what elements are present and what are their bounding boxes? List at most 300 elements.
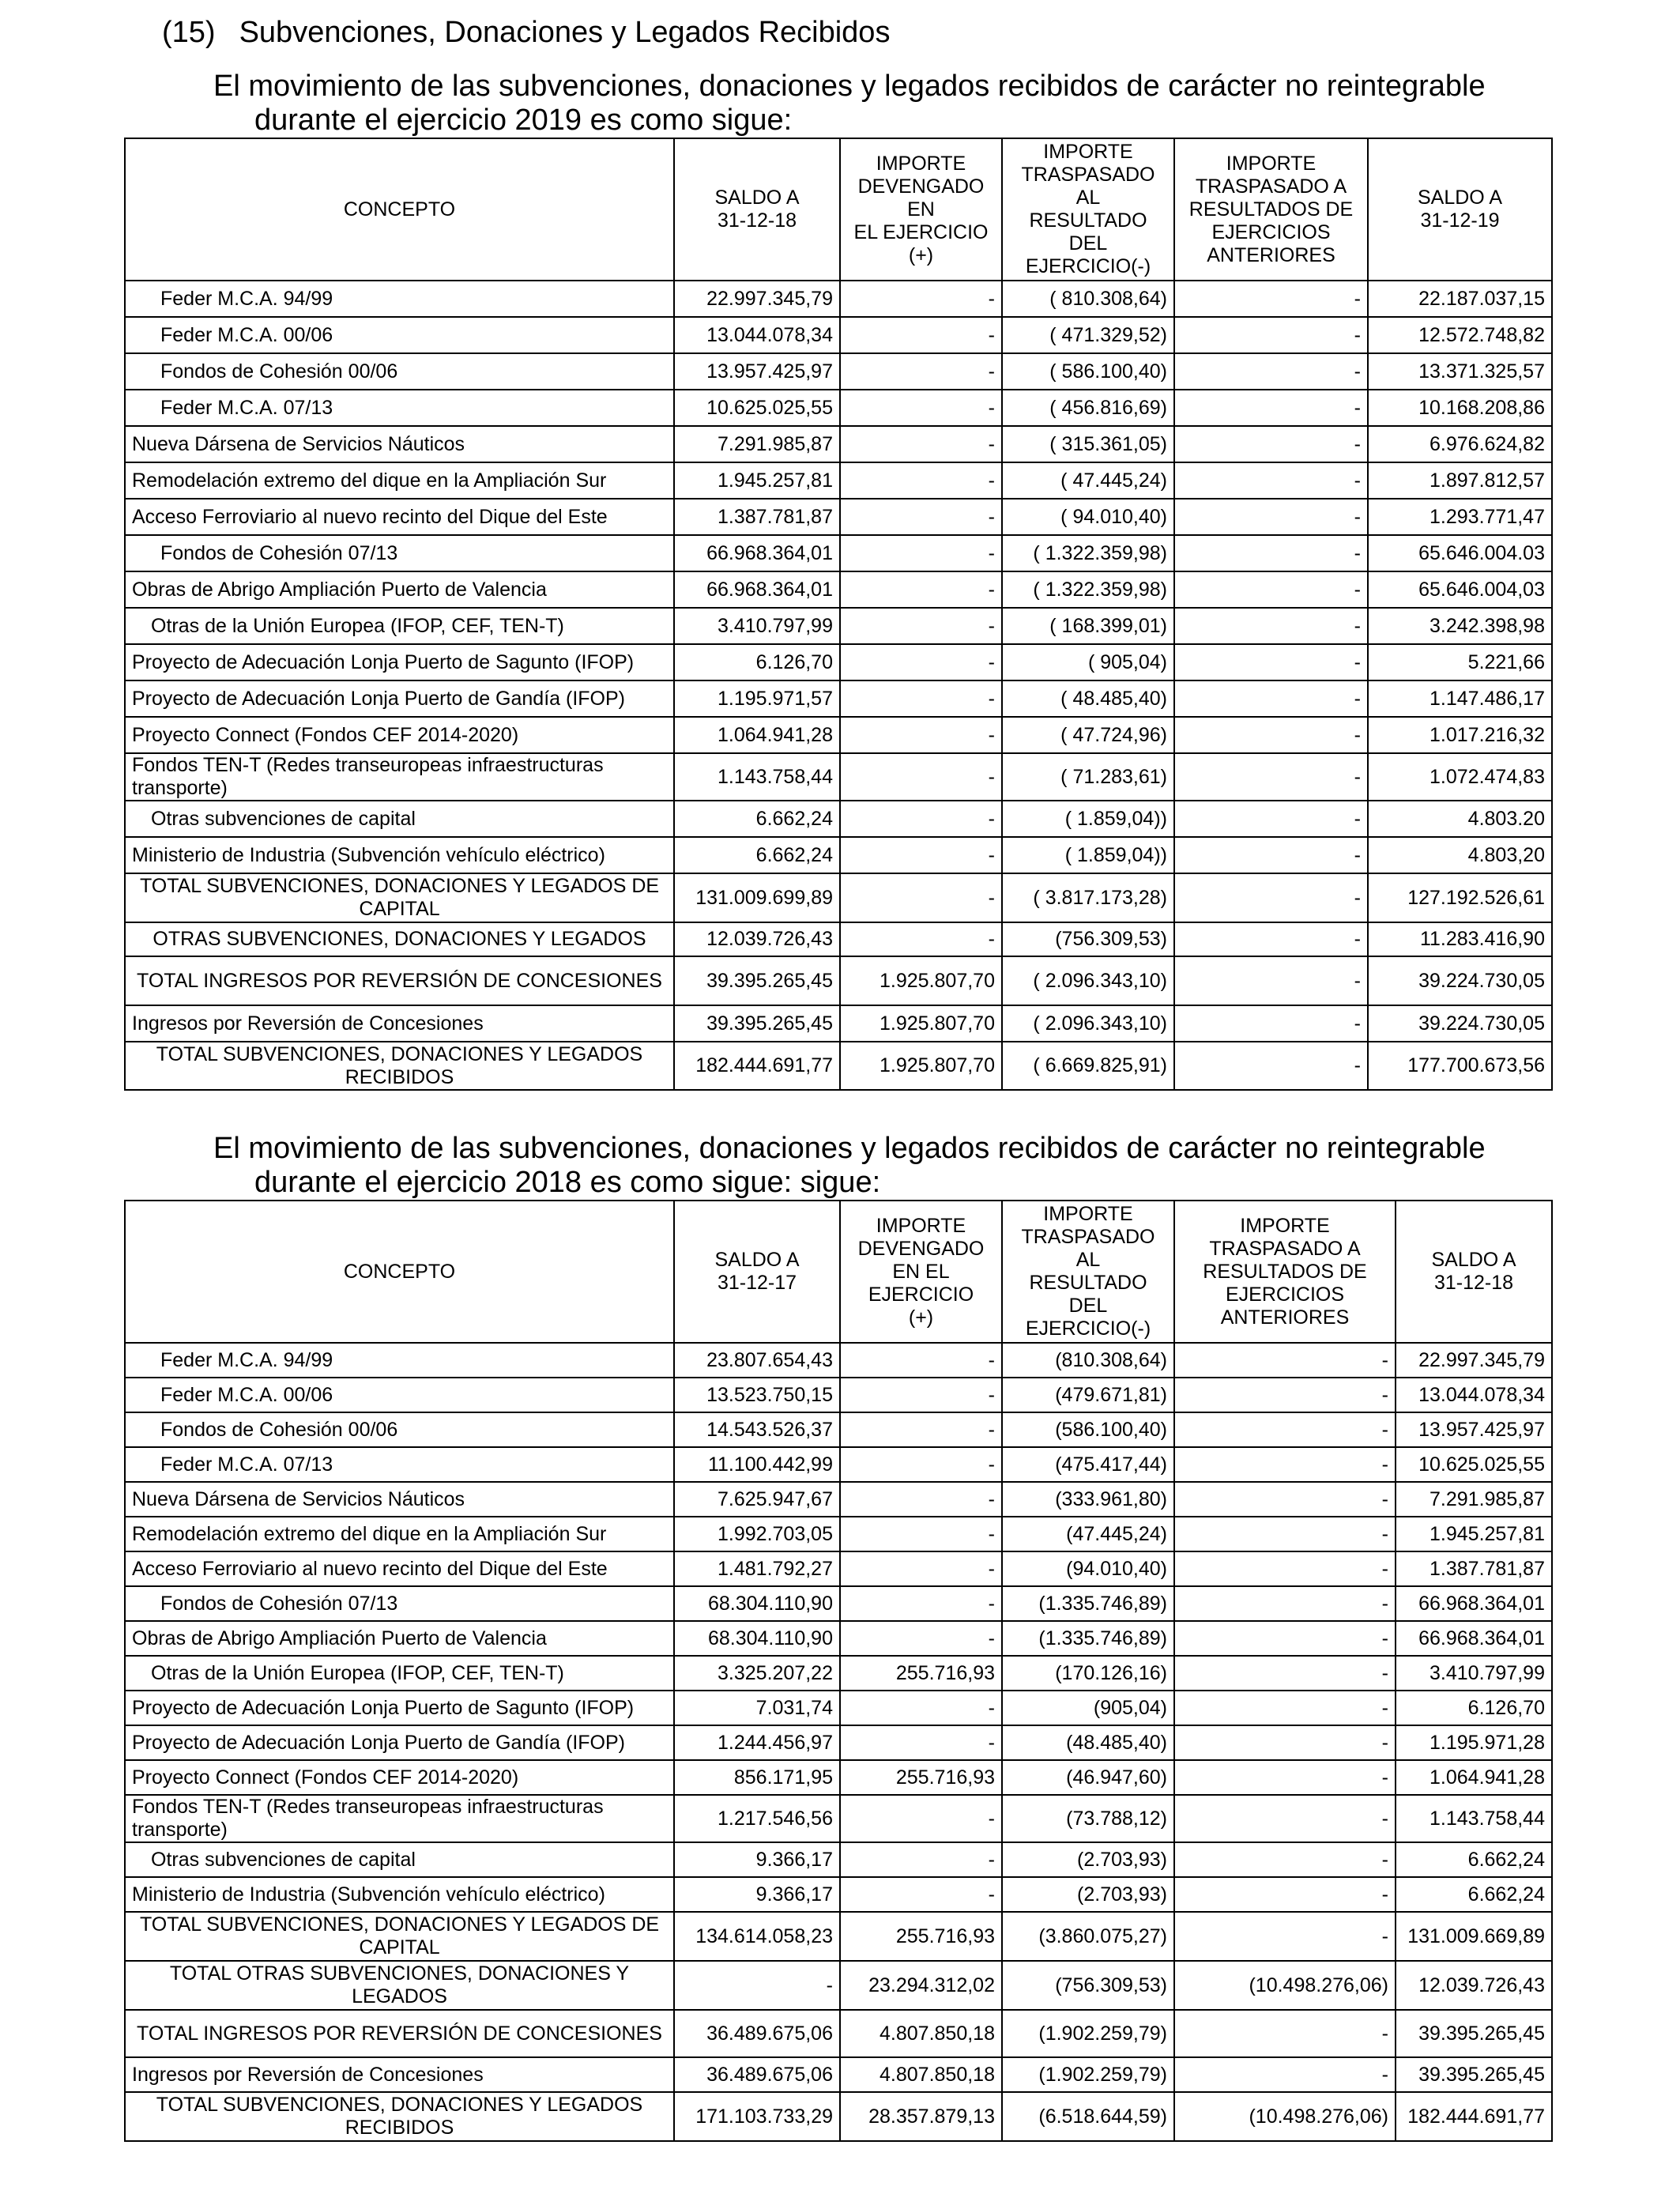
amount-cell: (73.788,12) xyxy=(1002,1795,1174,1842)
amount-cell: 182.444.691,77 xyxy=(674,1042,840,1090)
column-header: CONCEPTO xyxy=(125,1201,674,1343)
amount-cell: (47.445,24) xyxy=(1002,1517,1174,1551)
amount-cell: - xyxy=(1174,281,1368,317)
table-row xyxy=(125,1551,1552,1586)
amount-cell: - xyxy=(840,1795,1002,1842)
table-row xyxy=(125,956,1552,1005)
amount-cell: (10.498.276,06) xyxy=(1174,1961,1396,2010)
concept-cell: Fondos de Cohesión 07/13 xyxy=(125,535,674,571)
amount-cell: 1.293.771,47 xyxy=(1368,499,1552,535)
amount-cell: 39.395.265,45 xyxy=(1396,2010,1552,2057)
table-row xyxy=(125,1877,1552,1912)
amount-cell: 65.646.004,03 xyxy=(1368,571,1552,608)
concept-cell: TOTAL OTRAS SUBVENCIONES, DONACIONES Y LEGADOS xyxy=(125,1961,674,2010)
amount-cell: (1.902.259,79) xyxy=(1002,2057,1174,2092)
amount-cell: - xyxy=(1174,608,1368,644)
amount-cell: 12.039.726,43 xyxy=(1396,1961,1552,2010)
amount-cell: 6.662,24 xyxy=(674,801,840,837)
amount-cell: 10.625.025,55 xyxy=(1396,1447,1552,1482)
amount-cell: - xyxy=(840,1842,1002,1877)
amount-cell: - xyxy=(840,426,1002,462)
table-row xyxy=(125,922,1552,956)
amount-cell: 171.103.733,29 xyxy=(674,2092,840,2141)
amount-cell: 134.614.058,23 xyxy=(674,1912,840,1961)
concept-cell: Acceso Ferroviario al nuevo recinto del Dique del Este xyxy=(125,1551,674,1586)
table-row xyxy=(125,801,1552,837)
concept-cell: Remodelación extremo del dique en la Ampliación Sur xyxy=(125,1517,674,1551)
amount-cell: 6.662,24 xyxy=(1396,1877,1552,1912)
amount-cell: 39.395.265,45 xyxy=(674,956,840,1005)
table-row xyxy=(125,1412,1552,1447)
concept-cell: TOTAL SUBVENCIONES, DONACIONES Y LEGADOS DE CAPITAL xyxy=(125,873,674,922)
amount-cell: 1.143.758,44 xyxy=(674,753,840,801)
amount-cell: (1.902.259,79) xyxy=(1002,2010,1174,2057)
amount-cell: ( 905,04) xyxy=(1002,644,1174,680)
amount-cell: 1.217.546,56 xyxy=(674,1795,840,1842)
amount-cell: 22.187.037,15 xyxy=(1368,281,1552,317)
column-header: IMPORTE TRASPASADO AL RESULTADO DEL EJERCICIO(-) xyxy=(1002,1201,1174,1343)
amount-cell: (46.947,60) xyxy=(1002,1760,1174,1795)
amount-cell: 4.807.850,18 xyxy=(840,2057,1002,2092)
amount-cell: 12.572.748,82 xyxy=(1368,317,1552,353)
amount-cell: 1.064.941,28 xyxy=(674,717,840,753)
amount-cell: (94.010,40) xyxy=(1002,1551,1174,1586)
amount-cell: - xyxy=(1174,1343,1396,1378)
amount-cell: ( 94.010,40) xyxy=(1002,499,1174,535)
amount-cell: - xyxy=(1174,499,1368,535)
amount-cell: 66.968.364,01 xyxy=(674,571,840,608)
table-row xyxy=(125,1621,1552,1656)
amount-cell: 1.992.703,05 xyxy=(674,1517,840,1551)
table-row xyxy=(125,1795,1552,1842)
amount-cell: - xyxy=(840,873,1002,922)
amount-cell: 66.968.364,01 xyxy=(1396,1621,1552,1656)
amount-cell: 6.976.624,82 xyxy=(1368,426,1552,462)
amount-cell: - xyxy=(840,1482,1002,1517)
amount-cell: 1.195.971,28 xyxy=(1396,1725,1552,1760)
table-row xyxy=(125,1042,1552,1090)
amount-cell: - xyxy=(840,1621,1002,1656)
table-2019 xyxy=(124,138,1553,1091)
amount-cell: (2.703,93) xyxy=(1002,1842,1174,1877)
amount-cell: ( 586.100,40) xyxy=(1002,353,1174,390)
amount-cell: - xyxy=(1174,1517,1396,1551)
concept-cell: Proyecto de Adecuación Lonja Puerto de Gandía (IFOP) xyxy=(125,1725,674,1760)
table-row xyxy=(125,717,1552,753)
amount-cell: - xyxy=(840,1551,1002,1586)
concept-cell: Fondos TEN-T (Redes transeuropeas infraestructuras transporte) xyxy=(125,753,674,801)
column-header: IMPORTE TRASPASADO A RESULTADOS DE EJERCICIOS ANTERIORES xyxy=(1174,138,1368,281)
column-header: IMPORTE DEVENGADO EN EL EJERCICIO (+) xyxy=(840,138,1002,281)
amount-cell: 39.224.730,05 xyxy=(1368,956,1552,1005)
amount-cell: ( 810.308,64) xyxy=(1002,281,1174,317)
table-2018 xyxy=(124,1200,1553,2142)
table-row xyxy=(125,353,1552,390)
amount-cell: 7.031,74 xyxy=(674,1691,840,1725)
concept-cell: Nueva Dársena de Servicios Náuticos xyxy=(125,426,674,462)
amount-cell: 22.997.345,79 xyxy=(674,281,840,317)
amount-cell: (3.860.075,27) xyxy=(1002,1912,1174,1961)
concept-cell: Fondos de Cohesión 00/06 xyxy=(125,1412,674,1447)
amount-cell: - xyxy=(1174,2057,1396,2092)
amount-cell: 4.803,20 xyxy=(1368,837,1552,873)
amount-cell: 36.489.675,06 xyxy=(674,2010,840,2057)
amount-cell: 66.968.364,01 xyxy=(674,535,840,571)
amount-cell: 1.897.812,57 xyxy=(1368,462,1552,499)
concept-cell: Feder M.C.A. 00/06 xyxy=(125,317,674,353)
intro-2019 xyxy=(213,70,1545,138)
amount-cell: - xyxy=(1174,426,1368,462)
amount-cell: - xyxy=(1174,801,1368,837)
table-row xyxy=(125,281,1552,317)
amount-cell: 5.221,66 xyxy=(1368,644,1552,680)
amount-cell: ( 1.322.359,98) xyxy=(1002,535,1174,571)
concept-cell: Fondos de Cohesión 00/06 xyxy=(125,353,674,390)
amount-cell: - xyxy=(840,390,1002,426)
amount-cell: 131.009.699,89 xyxy=(674,873,840,922)
amount-cell: - xyxy=(1174,1412,1396,1447)
concept-cell: Ingresos por Reversión de Concesiones xyxy=(125,1005,674,1042)
amount-cell: 11.100.442,99 xyxy=(674,1447,840,1482)
amount-cell: 1.925.807,70 xyxy=(840,1042,1002,1090)
amount-cell: - xyxy=(840,608,1002,644)
amount-cell: 1.147.486,17 xyxy=(1368,680,1552,717)
amount-cell: (333.961,80) xyxy=(1002,1482,1174,1517)
section-number: (15) xyxy=(162,16,216,49)
amount-cell: 9.366,17 xyxy=(674,1877,840,1912)
table-row xyxy=(125,1005,1552,1042)
amount-cell: - xyxy=(1174,462,1368,499)
intro-2018-line1: El movimiento de las subvenciones, donaciones y legados recibidos de carácter no reintegrable xyxy=(213,1132,1486,1165)
table-row xyxy=(125,1517,1552,1551)
amount-cell: 39.224.730,05 xyxy=(1368,1005,1552,1042)
table-row xyxy=(125,1912,1552,1961)
amount-cell: - xyxy=(840,644,1002,680)
amount-cell: 1.945.257,81 xyxy=(674,462,840,499)
concept-cell: Acceso Ferroviario al nuevo recinto del Dique del Este xyxy=(125,499,674,535)
amount-cell: ( 456.816,69) xyxy=(1002,390,1174,426)
amount-cell: 6.126,70 xyxy=(1396,1691,1552,1725)
amount-cell: 3.410.797,99 xyxy=(674,608,840,644)
amount-cell: 23.807.654,43 xyxy=(674,1343,840,1378)
concept-cell: TOTAL SUBVENCIONES, DONACIONES Y LEGADOS RECIBIDOS xyxy=(125,2092,674,2141)
amount-cell: - xyxy=(1174,1725,1396,1760)
amount-cell: 255.716,93 xyxy=(840,1912,1002,1961)
table-row xyxy=(125,1586,1552,1621)
amount-cell: 10.168.208,86 xyxy=(1368,390,1552,426)
amount-cell: 1.387.781,87 xyxy=(674,499,840,535)
amount-cell: ( 1.859,04)) xyxy=(1002,801,1174,837)
amount-cell: 177.700.673,56 xyxy=(1368,1042,1552,1090)
concept-cell: Proyecto de Adecuación Lonja Puerto de Sagunto (IFOP) xyxy=(125,1691,674,1725)
amount-cell: (48.485,40) xyxy=(1002,1725,1174,1760)
table-row xyxy=(125,535,1552,571)
amount-cell: ( 1.322.359,98) xyxy=(1002,571,1174,608)
amount-cell: 13.044.078,34 xyxy=(674,317,840,353)
column-header: SALDO A 31-12-19 xyxy=(1368,138,1552,281)
concept-cell: TOTAL INGRESOS POR REVERSIÓN DE CONCESIONES xyxy=(125,956,674,1005)
amount-cell: - xyxy=(1174,1042,1368,1090)
table-row xyxy=(125,426,1552,462)
amount-cell: - xyxy=(1174,1760,1396,1795)
amount-cell: (2.703,93) xyxy=(1002,1877,1174,1912)
table-row xyxy=(125,499,1552,535)
amount-cell: 3.410.797,99 xyxy=(1396,1656,1552,1691)
table-row xyxy=(125,1842,1552,1877)
amount-cell: - xyxy=(1174,353,1368,390)
amount-cell: 10.625.025,55 xyxy=(674,390,840,426)
concept-cell: Otras subvenciones de capital xyxy=(125,1842,674,1877)
amount-cell: - xyxy=(1174,1551,1396,1586)
concept-cell: Feder M.C.A. 00/06 xyxy=(125,1378,674,1412)
table-row xyxy=(125,608,1552,644)
amount-cell: 4.803.20 xyxy=(1368,801,1552,837)
amount-cell: ( 1.859,04)) xyxy=(1002,837,1174,873)
amount-cell: (6.518.644,59) xyxy=(1002,2092,1174,2141)
amount-cell: - xyxy=(840,571,1002,608)
amount-cell: - xyxy=(840,317,1002,353)
amount-cell: 6.662,24 xyxy=(674,837,840,873)
amount-cell: ( 2.096.343,10) xyxy=(1002,1005,1174,1042)
amount-cell: - xyxy=(1174,956,1368,1005)
amount-cell: - xyxy=(840,801,1002,837)
amount-cell: - xyxy=(840,717,1002,753)
column-header: IMPORTE DEVENGADO EN EL EJERCICIO (+) xyxy=(840,1201,1002,1343)
amount-cell: - xyxy=(1174,837,1368,873)
intro-2019-line2: durante el ejercicio 2019 es como sigue: xyxy=(254,104,793,137)
amount-cell: - xyxy=(1174,535,1368,571)
amount-cell: - xyxy=(840,462,1002,499)
amount-cell: - xyxy=(840,1378,1002,1412)
concept-cell: Obras de Abrigo Ampliación Puerto de Valencia xyxy=(125,1621,674,1656)
column-header: IMPORTE TRASPASADO A RESULTADOS DE EJERCICIOS ANTERIORES xyxy=(1174,1201,1396,1343)
concept-cell: Proyecto de Adecuación Lonja Puerto de Sagunto (IFOP) xyxy=(125,644,674,680)
amount-cell: (756.309,53) xyxy=(1002,1961,1174,2010)
amount-cell: 131.009.669,89 xyxy=(1396,1912,1552,1961)
amount-cell: - xyxy=(840,1343,1002,1378)
amount-cell: 7.291.985,87 xyxy=(674,426,840,462)
concept-cell: OTRAS SUBVENCIONES, DONACIONES Y LEGADOS xyxy=(125,922,674,956)
concept-cell: Remodelación extremo del dique en la Ampliación Sur xyxy=(125,462,674,499)
amount-cell: 3.325.207,22 xyxy=(674,1656,840,1691)
amount-cell: - xyxy=(1174,1447,1396,1482)
amount-cell: 1.925.807,70 xyxy=(840,956,1002,1005)
amount-cell: 1.925.807,70 xyxy=(840,1005,1002,1042)
table-row xyxy=(125,1961,1552,2010)
concept-cell: Ministerio de Industria (Subvención vehículo eléctrico) xyxy=(125,837,674,873)
amount-cell: 1.072.474,83 xyxy=(1368,753,1552,801)
amount-cell: 1.143.758,44 xyxy=(1396,1795,1552,1842)
amount-cell: - xyxy=(840,1586,1002,1621)
amount-cell: - xyxy=(1174,644,1368,680)
amount-cell: 7.291.985,87 xyxy=(1396,1482,1552,1517)
table-row xyxy=(125,2010,1552,2057)
amount-cell: ( 3.817.173,28) xyxy=(1002,873,1174,922)
amount-cell: 65.646.004.03 xyxy=(1368,535,1552,571)
amount-cell: ( 48.485,40) xyxy=(1002,680,1174,717)
table-row xyxy=(125,1447,1552,1482)
amount-cell: - xyxy=(840,1412,1002,1447)
amount-cell: - xyxy=(1174,1586,1396,1621)
amount-cell: - xyxy=(1174,717,1368,753)
amount-cell: 13.044.078,34 xyxy=(1396,1378,1552,1412)
amount-cell: 13.523.750,15 xyxy=(674,1378,840,1412)
concept-cell: Feder M.C.A. 07/13 xyxy=(125,390,674,426)
amount-cell: 13.957.425,97 xyxy=(674,353,840,390)
table-header xyxy=(125,1201,1552,1343)
amount-cell: 856.171,95 xyxy=(674,1760,840,1795)
concept-cell: TOTAL INGRESOS POR REVERSIÓN DE CONCESIONES xyxy=(125,2010,674,2057)
amount-cell: - xyxy=(840,1691,1002,1725)
amount-cell: - xyxy=(1174,1656,1396,1691)
table-row xyxy=(125,873,1552,922)
amount-cell: - xyxy=(840,353,1002,390)
amount-cell: 39.395.265,45 xyxy=(1396,2057,1552,2092)
table-row xyxy=(125,317,1552,353)
concept-cell: Obras de Abrigo Ampliación Puerto de Valencia xyxy=(125,571,674,608)
intro-2019-line1: El movimiento de las subvenciones, donaciones y legados recibidos de carácter no reintegrable xyxy=(213,70,1486,103)
amount-cell: - xyxy=(840,680,1002,717)
table-row xyxy=(125,2057,1552,2092)
amount-cell: 255.716,93 xyxy=(840,1760,1002,1795)
table-row xyxy=(125,1482,1552,1517)
amount-cell: 9.366,17 xyxy=(674,1842,840,1877)
amount-cell: 22.997.345,79 xyxy=(1396,1343,1552,1378)
amount-cell: - xyxy=(1174,922,1368,956)
concept-cell: Proyecto de Adecuación Lonja Puerto de Gandía (IFOP) xyxy=(125,680,674,717)
concept-cell: TOTAL SUBVENCIONES, DONACIONES Y LEGADOS DE CAPITAL xyxy=(125,1912,674,1961)
concept-cell: TOTAL SUBVENCIONES, DONACIONES Y LEGADOS RECIBIDOS xyxy=(125,1042,674,1090)
amount-cell: 182.444.691,77 xyxy=(1396,2092,1552,2141)
amount-cell: 36.489.675,06 xyxy=(674,2057,840,2092)
intro-2018-line2: durante el ejercicio 2018 es como sigue: sigue: xyxy=(254,1166,881,1199)
amount-cell: - xyxy=(840,1517,1002,1551)
amount-cell: 1.387.781,87 xyxy=(1396,1551,1552,1586)
amount-cell: - xyxy=(840,499,1002,535)
table-row xyxy=(125,1378,1552,1412)
amount-cell: ( 47.445,24) xyxy=(1002,462,1174,499)
amount-cell: - xyxy=(1174,2010,1396,2057)
concept-cell: Feder M.C.A. 94/99 xyxy=(125,1343,674,1378)
amount-cell: (1.335.746,89) xyxy=(1002,1621,1174,1656)
amount-cell: ( 168.399,01) xyxy=(1002,608,1174,644)
table-row xyxy=(125,1760,1552,1795)
amount-cell: 1.195.971,57 xyxy=(674,680,840,717)
amount-cell: - xyxy=(840,922,1002,956)
amount-cell: 68.304.110,90 xyxy=(674,1621,840,1656)
amount-cell: - xyxy=(840,1877,1002,1912)
amount-cell: - xyxy=(840,1725,1002,1760)
amount-cell: ( 71.283,61) xyxy=(1002,753,1174,801)
amount-cell: 6.662,24 xyxy=(1396,1842,1552,1877)
amount-cell: ( 47.724,96) xyxy=(1002,717,1174,753)
amount-cell: 13.371.325,57 xyxy=(1368,353,1552,390)
section-heading xyxy=(162,16,890,50)
concept-cell: Feder M.C.A. 94/99 xyxy=(125,281,674,317)
column-header: SALDO A 31-12-18 xyxy=(674,138,840,281)
amount-cell: 39.395.265,45 xyxy=(674,1005,840,1042)
table-row xyxy=(125,753,1552,801)
concept-cell: Fondos TEN-T (Redes transeuropeas infraestructuras transporte) xyxy=(125,1795,674,1842)
section-title: Subvenciones, Donaciones y Legados Recibidos xyxy=(239,16,891,49)
amount-cell: - xyxy=(1174,571,1368,608)
table-row xyxy=(125,837,1552,873)
amount-cell: 1.945.257,81 xyxy=(1396,1517,1552,1551)
column-header: CONCEPTO xyxy=(125,138,674,281)
concept-cell: Proyecto Connect (Fondos CEF 2014-2020) xyxy=(125,1760,674,1795)
amount-cell: (905,04) xyxy=(1002,1691,1174,1725)
concept-cell: Ingresos por Reversión de Concesiones xyxy=(125,2057,674,2092)
amount-cell: 1.481.792,27 xyxy=(674,1551,840,1586)
amount-cell: (810.308,64) xyxy=(1002,1343,1174,1378)
concept-cell: Fondos de Cohesión 07/13 xyxy=(125,1586,674,1621)
concept-cell: Feder M.C.A. 07/13 xyxy=(125,1447,674,1482)
amount-cell: 6.126,70 xyxy=(674,644,840,680)
amount-cell: ( 471.329,52) xyxy=(1002,317,1174,353)
amount-cell: 3.242.398,98 xyxy=(1368,608,1552,644)
amount-cell: - xyxy=(1174,1842,1396,1877)
amount-cell: - xyxy=(1174,317,1368,353)
amount-cell: 255.716,93 xyxy=(840,1656,1002,1691)
table-row xyxy=(125,680,1552,717)
amount-cell: 1.017.216,32 xyxy=(1368,717,1552,753)
amount-cell: - xyxy=(674,1961,840,2010)
table-header xyxy=(125,138,1552,281)
amount-cell: (10.498.276,06) xyxy=(1174,2092,1396,2141)
table-row xyxy=(125,1343,1552,1378)
table-row xyxy=(125,644,1552,680)
amount-cell: (1.335.746,89) xyxy=(1002,1586,1174,1621)
amount-cell: - xyxy=(1174,390,1368,426)
amount-cell: ( 2.096.343,10) xyxy=(1002,956,1174,1005)
concept-cell: Nueva Dársena de Servicios Náuticos xyxy=(125,1482,674,1517)
column-header: SALDO A 31-12-17 xyxy=(674,1201,840,1343)
amount-cell: 14.543.526,37 xyxy=(674,1412,840,1447)
amount-cell: ( 315.361,05) xyxy=(1002,426,1174,462)
table-row xyxy=(125,1725,1552,1760)
amount-cell: - xyxy=(1174,1621,1396,1656)
amount-cell: - xyxy=(840,837,1002,873)
amount-cell: - xyxy=(1174,1378,1396,1412)
table-row xyxy=(125,2092,1552,2141)
column-header: IMPORTE TRASPASADO AL RESULTADO DEL EJERCICIO(-) xyxy=(1002,138,1174,281)
amount-cell: ( 6.669.825,91) xyxy=(1002,1042,1174,1090)
amount-cell: 1.244.456,97 xyxy=(674,1725,840,1760)
intro-2018 xyxy=(213,1132,1545,1200)
amount-cell: - xyxy=(1174,1005,1368,1042)
table-row xyxy=(125,390,1552,426)
table-row xyxy=(125,1656,1552,1691)
amount-cell: 13.957.425,97 xyxy=(1396,1412,1552,1447)
amount-cell: - xyxy=(840,535,1002,571)
amount-cell: 7.625.947,67 xyxy=(674,1482,840,1517)
amount-cell: - xyxy=(840,1447,1002,1482)
concept-cell: Ministerio de Industria (Subvención vehículo eléctrico) xyxy=(125,1877,674,1912)
amount-cell: 28.357.879,13 xyxy=(840,2092,1002,2141)
amount-cell: - xyxy=(1174,1912,1396,1961)
table-row xyxy=(125,1691,1552,1725)
amount-cell: - xyxy=(1174,753,1368,801)
table-row xyxy=(125,571,1552,608)
amount-cell: (756.309,53) xyxy=(1002,922,1174,956)
amount-cell: (170.126,16) xyxy=(1002,1656,1174,1691)
amount-cell: - xyxy=(1174,1691,1396,1725)
amount-cell: (475.417,44) xyxy=(1002,1447,1174,1482)
amount-cell: - xyxy=(1174,873,1368,922)
amount-cell: 127.192.526,61 xyxy=(1368,873,1552,922)
amount-cell: 4.807.850,18 xyxy=(840,2010,1002,2057)
amount-cell: - xyxy=(1174,1795,1396,1842)
